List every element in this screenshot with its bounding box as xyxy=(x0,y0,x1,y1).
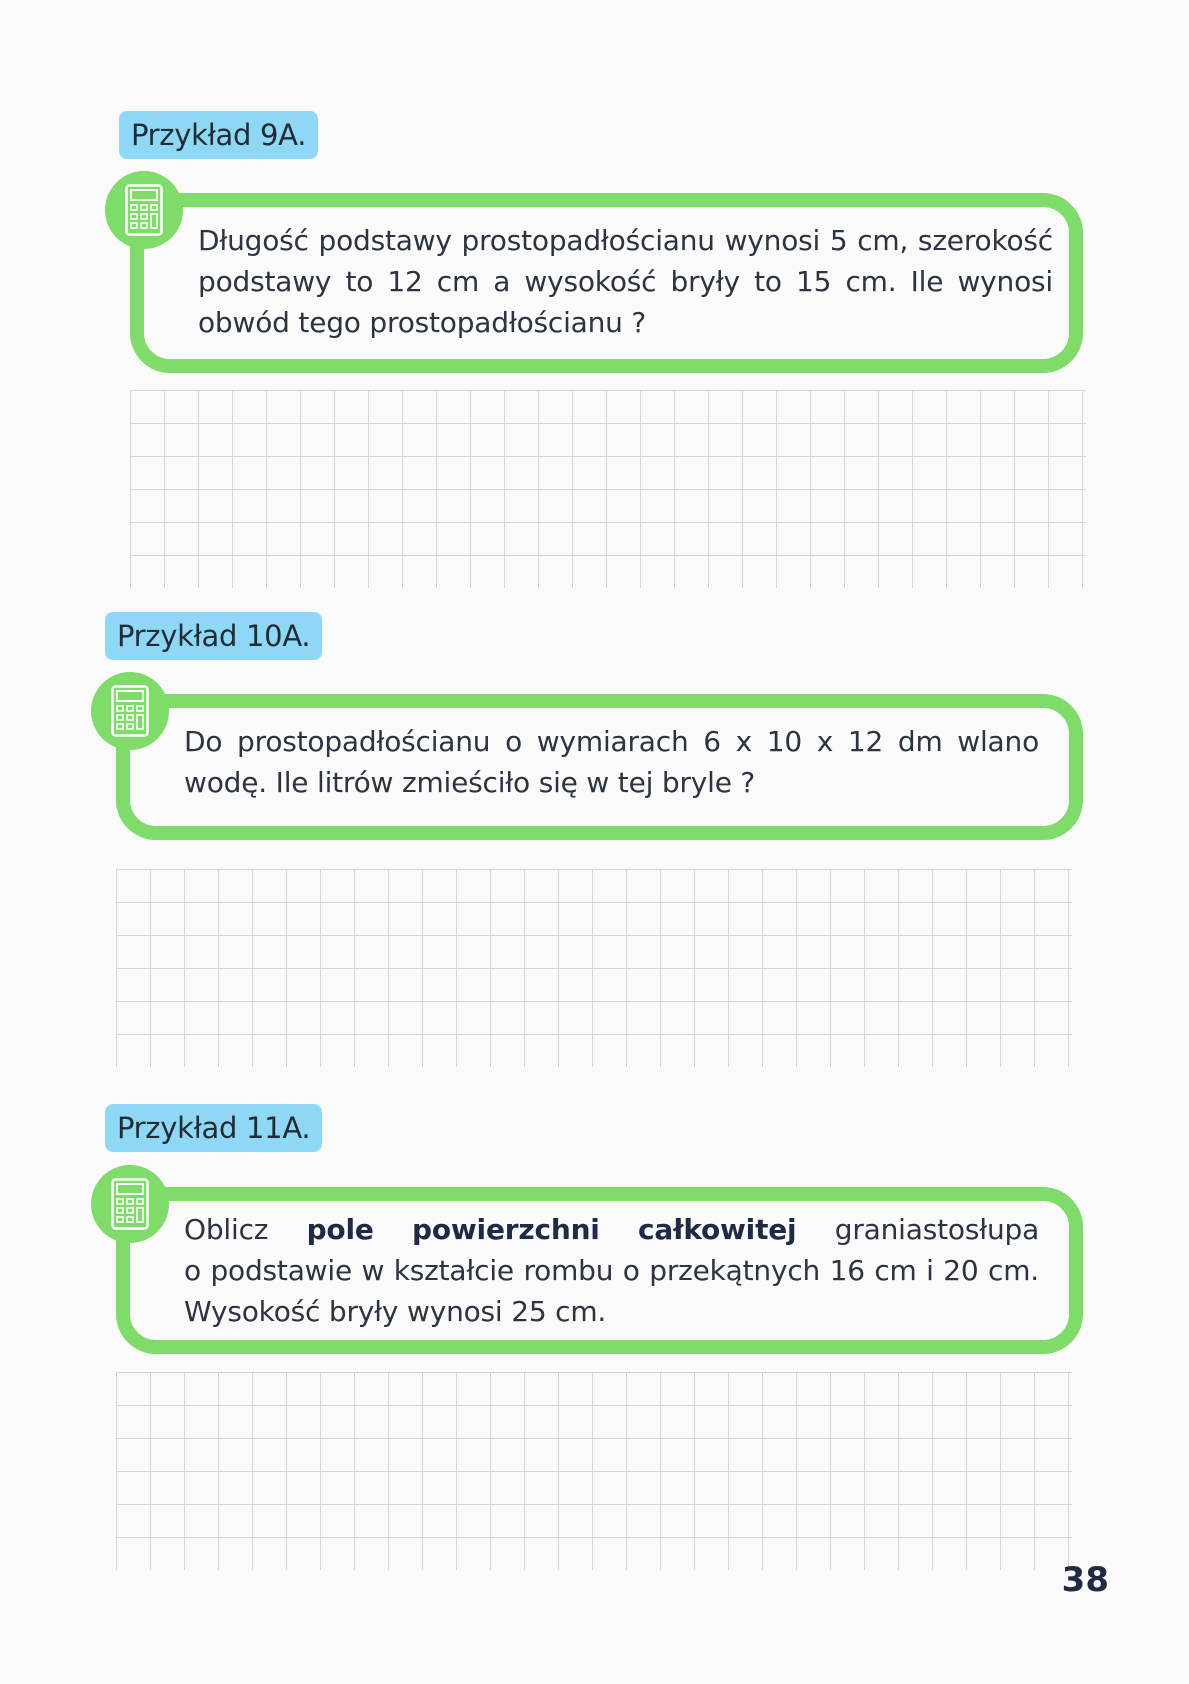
example-9a-line-1: Długość podstawy prostopadłościanu wynosi 5 cm, szerokość xyxy=(198,224,1053,257)
example-10a-badge xyxy=(91,672,169,750)
example-11a-badge xyxy=(91,1165,169,1243)
example-11a-line-1 xyxy=(184,1209,1039,1250)
example-11a-label: Przykład 11A. xyxy=(105,1104,322,1152)
calculator-icon xyxy=(111,685,149,737)
answer-grid-9a xyxy=(130,390,1086,588)
answer-grid-11a xyxy=(116,1372,1072,1570)
calculator-icon xyxy=(111,1178,149,1230)
example-10a-line-2: wodę. Ile litrów zmieściło się w tej bryle ? xyxy=(184,766,756,799)
word-powierzchni: powierzchni xyxy=(412,1213,600,1246)
example-9a-line-3: obwód tego prostopadłościanu ? xyxy=(198,306,647,339)
example-11a-line-2: o podstawie w kształcie rombu o przekątnych 16 cm i 20 cm. xyxy=(184,1254,1039,1287)
example-11a-text xyxy=(184,1209,1039,1332)
example-10a-line-1: Do prostopadłościanu o wymiarach 6 x 10 x 12 dm wlano xyxy=(184,725,1039,758)
word-pole: pole xyxy=(306,1213,374,1246)
example-11a-line-3: Wysokość bryły wynosi 25 cm. xyxy=(184,1295,607,1328)
example-10a-label: Przykład 10A. xyxy=(105,612,322,660)
answer-grid-10a xyxy=(116,869,1072,1067)
example-9a-line-2: podstawy to 12 cm a wysokość bryły to 15 cm. Ile wynosi xyxy=(198,265,1053,298)
word-calkowitej: całkowitej xyxy=(638,1213,797,1246)
example-9a-label: Przykład 9A. xyxy=(119,111,318,159)
example-9a-badge xyxy=(105,171,183,249)
example-9a-text xyxy=(198,220,1053,343)
word-oblicz: Oblicz xyxy=(184,1213,269,1246)
page-number: 38 xyxy=(1061,1560,1109,1600)
calculator-icon xyxy=(125,184,163,236)
example-10a-text xyxy=(184,721,1039,803)
word-graniastoslupa: graniastosłupa xyxy=(834,1213,1040,1246)
